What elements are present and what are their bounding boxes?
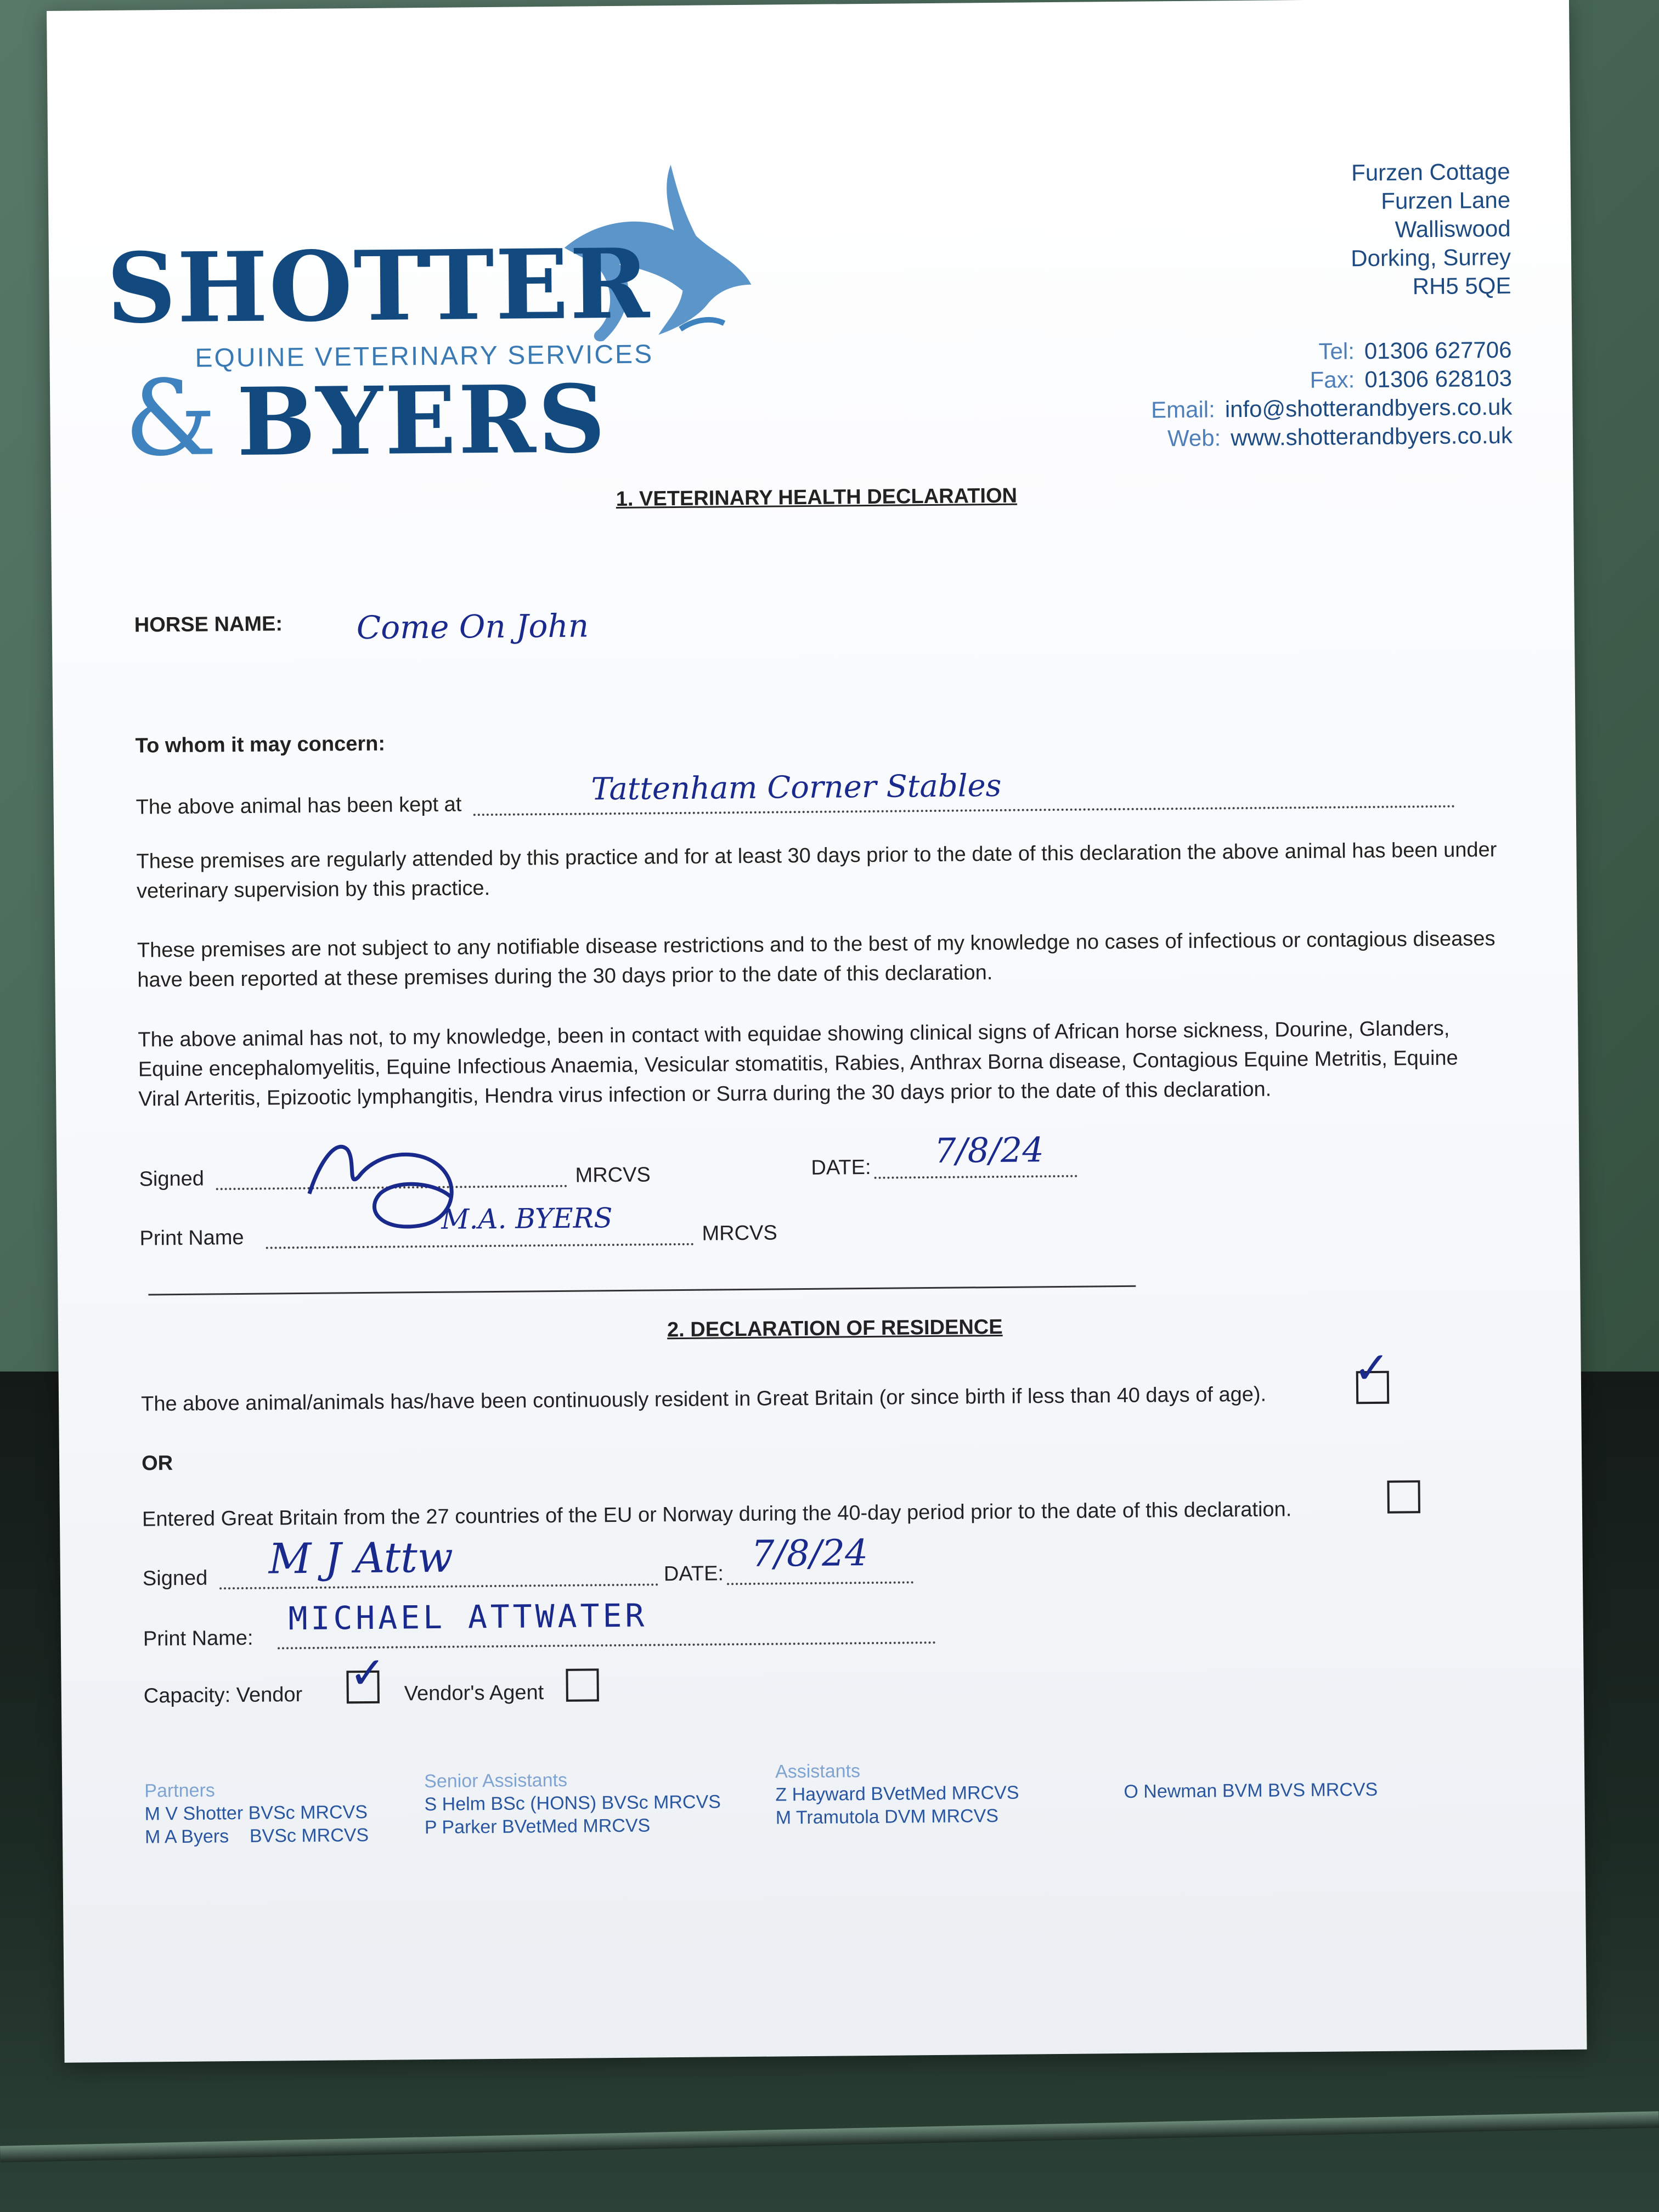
vet-print-name-value: M.A. BYERS (441, 1202, 613, 1235)
checkmark-icon: ✓ (349, 1647, 386, 1699)
vendor-signed-label: Signed (142, 1566, 208, 1590)
footer-partners-title: Partners (144, 1780, 215, 1802)
footer-assistants (775, 1758, 1019, 1830)
or-separator: OR (141, 1452, 173, 1475)
address-line: Furzen Lane (1381, 187, 1511, 214)
vendors-agent-label: Vendor's Agent (404, 1681, 544, 1706)
vendor-print-name-value: MICHAEL ATTWATER (288, 1596, 648, 1638)
footer-assistant: M Tramutola DVM MRCVS (775, 1805, 999, 1829)
contact-label: Tel: (1318, 338, 1355, 364)
contact-label: Email: (1150, 396, 1216, 423)
footer-partner: M V Shotter BVSc MRCVS (144, 1802, 368, 1825)
vet-signed-label: Signed (139, 1167, 205, 1191)
footer-senior: P Parker BVetMed MRCVS (424, 1815, 651, 1838)
address-line: RH5 5QE (1412, 272, 1511, 300)
vendor-print-name-label: Print Name: (143, 1626, 253, 1651)
contact-label: Fax: (1310, 366, 1355, 393)
kept-at-value: Tattenham Corner Stables (591, 768, 1002, 808)
address-line: Furzen Cottage (1351, 158, 1510, 186)
email-address: info@shotterandbyers.co.uk (1224, 393, 1513, 422)
vendor-date-label: DATE: (663, 1562, 724, 1586)
fax-number: 01306 628103 (1364, 365, 1513, 393)
logo-ampersand: & (123, 357, 218, 479)
practice-address (1350, 157, 1511, 302)
capacity-vendor-label: Capacity: Vendor (143, 1683, 303, 1708)
checkmark-icon: ✓ (1353, 1342, 1391, 1394)
vet-date-value: 7/8/24 (934, 1130, 1045, 1171)
vet-mrcvs-suffix: MRCVS (575, 1163, 651, 1187)
residence-option2-checkbox[interactable] (1387, 1480, 1420, 1514)
footer-senior-title: Senior Assistants (424, 1769, 568, 1792)
horse-name-label: HORSE NAME: (134, 612, 283, 637)
section1-heading: 1. VETERINARY HEALTH DECLARATION (616, 484, 1018, 511)
horse-name-value: Come On John (356, 607, 589, 647)
contact-label: Web: (1167, 425, 1221, 452)
website: www.shotterandbyers.co.uk (1231, 422, 1513, 451)
footer-assistant: Z Hayward BVetMed MRCVS (775, 1782, 1019, 1805)
declaration-document (47, 0, 1587, 2063)
residence-option1-text: The above animal/animals has/have been continuously resident in Great Britain (or since birth if less than 40 days of age). (140, 1383, 1267, 1416)
residence-option2-text: Entered Great Britain from the 27 countries of the EU or Norway during the 40-day period prior to the date of this declaration. (142, 1498, 1292, 1531)
footer-assistants-title: Assistants (775, 1760, 861, 1782)
vendor-date-value: 7/8/24 (751, 1532, 868, 1575)
vet-print-mrcvs-suffix: MRCVS (702, 1221, 777, 1245)
vendor-signature: M J Attw (268, 1532, 454, 1583)
vet-date-label: DATE: (811, 1155, 871, 1180)
section-divider (148, 1285, 1136, 1296)
footer-partners (144, 1778, 369, 1849)
address-line: Walliswood (1395, 215, 1511, 242)
section2-heading: 2. DECLARATION OF RESIDENCE (667, 1315, 1003, 1342)
para-no-contact: The above animal has not, to my knowledge, been in contact with equidae showing clinical signs of African horse sickness, Dourine, Glanders, Equine encephalomyelitis, Equine Infectious Anaemia, Vesicular stomatitis, Rabies, Anthrax Borna disease, Contagious Equine Metritis, Equine Viral Arteritis, Epizootic lymphangitis, Hendra virus infection or Surra during the 30 days prior to the date of this declaration. (138, 1017, 1458, 1111)
kept-at-label: The above animal has been kept at (136, 793, 462, 819)
phone-number: 01306 627706 (1364, 336, 1512, 364)
footer-partner: M A Byers BVSc MRCVS (144, 1825, 369, 1848)
logo-shotter: SHOTTER (106, 228, 651, 346)
para-no-restrictions: These premises are not subject to any notifiable disease restrictions and to the best of my knowledge no cases of infectious or contagious diseases have been reported at these premises during the 30 days prior to the date of this declaration. (137, 927, 1496, 992)
logo-byers: BYERS (236, 364, 608, 478)
to-whom-heading: To whom it may concern: (135, 732, 386, 758)
practice-contact (1018, 336, 1513, 454)
footer-extra-assistant: O Newman BVM BVS MRCVS (1124, 1779, 1378, 1802)
footer-senior-assistants (424, 1767, 721, 1839)
footer-senior: S Helm BSc (HONS) BVSc MRCVS (424, 1791, 721, 1815)
vet-print-name-label: Print Name (139, 1226, 244, 1250)
vendors-agent-checkbox[interactable] (566, 1668, 599, 1702)
logo-subtitle: EQUINE VETERINARY SERVICES (195, 340, 654, 373)
address-line: Dorking, Surrey (1351, 244, 1511, 272)
para-supervision: These premises are regularly attended by this practice and for at least 30 days prior to the date of this declaration the above animal has been under veterinary supervision by this practice. (136, 838, 1497, 903)
